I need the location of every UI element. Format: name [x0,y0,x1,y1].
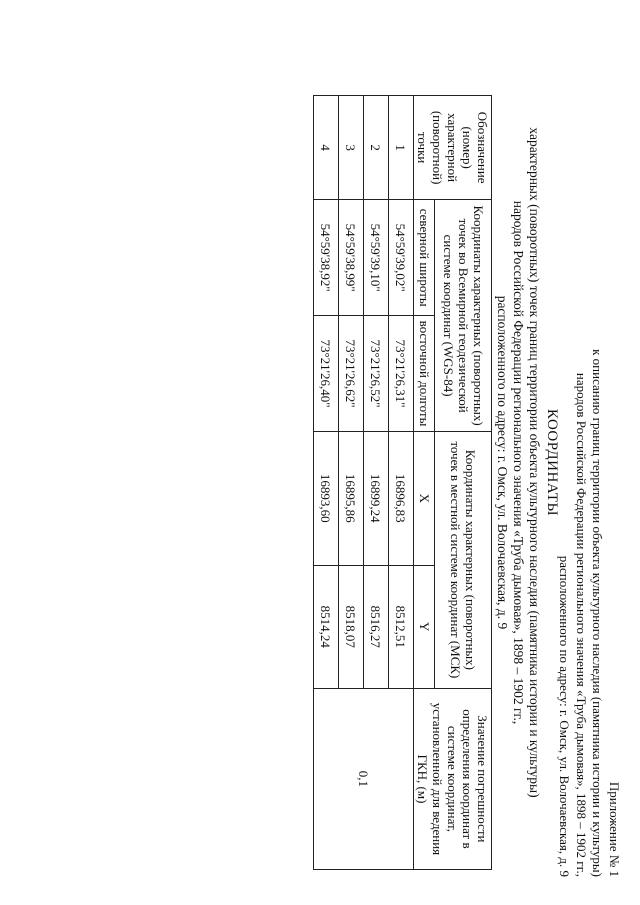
document-title [494,60,560,865]
appendix-header [556,177,622,877]
cell-lat: 54°59'39,02" [389,200,414,316]
cell-y: 8514,24 [314,565,339,688]
cell-error: 0,1 [314,688,414,869]
cell-lon: 73°21'26,62" [339,316,364,432]
title-line: характерных (поворотных) точек границ территории объекта культурного наследия (памятника истории и культуры) [527,127,542,798]
cell-num: 2 [364,96,389,200]
header-x: X [414,431,435,565]
cell-lon: 73°21'26,52" [364,316,389,432]
cell-num: 4 [314,96,339,200]
header-lon: восточной долготы [414,316,435,432]
header-y: Y [414,565,435,688]
cell-x: 16895,86 [339,431,364,565]
appendix-line: расположенного по адресу: г. Омск, ул. Волочаевская, д. 9 [557,555,573,877]
header-point: Обозначение (номер) характерной (поворотной) точки [414,96,492,200]
cell-y: 8516,27 [364,565,389,688]
cell-lon: 73°21'26,31" [389,316,414,432]
cell-x: 16893,60 [314,431,339,565]
cell-lon: 73°21'26,40" [314,316,339,432]
title-line: расположенного по адресу: г. Омск, ул. Волочаевская, д. 9 [495,295,510,630]
cell-y: 8512,51 [389,565,414,688]
cell-x: 16899,24 [364,431,389,565]
header-error: Значение погрешности определения координат в системе координат, установленной для ведения ГКН, (м) [414,688,492,869]
appendix-line: к описанию границ территории объекта культурного наследия (памятника истории и культуры) [590,349,606,877]
header-msk: Координаты характерных (поворотных) точек в местной системе координат (МСК) [435,431,492,688]
cell-y: 8518,07 [339,565,364,688]
appendix-number: Приложение № 1 [607,781,622,877]
cell-lat: 54°59'38,92" [314,200,339,316]
title-heading: КООРДИНАТЫ [544,408,560,517]
cell-num: 1 [389,96,414,200]
title-line: народов Российской Федерации регионального значения «Труба дымовая», 1898 – 1902 гг., [511,200,526,725]
cell-lat: 54°59'38,99" [339,200,364,316]
appendix-line: народов Российской Федерации регионального значения «Труба дымовая», 1898 – 1902 гг., [574,372,589,877]
cell-num: 3 [339,96,364,200]
table-row [389,96,414,870]
header-wgs: Координаты характерных (поворотных) точек во Всемирной геодезической системе координат (WGS-84) [435,200,492,432]
coordinates-table [313,95,492,870]
cell-lat: 54°59'39,10" [364,200,389,316]
header-lat: северной широты [414,200,435,316]
cell-x: 16896,83 [389,431,414,565]
